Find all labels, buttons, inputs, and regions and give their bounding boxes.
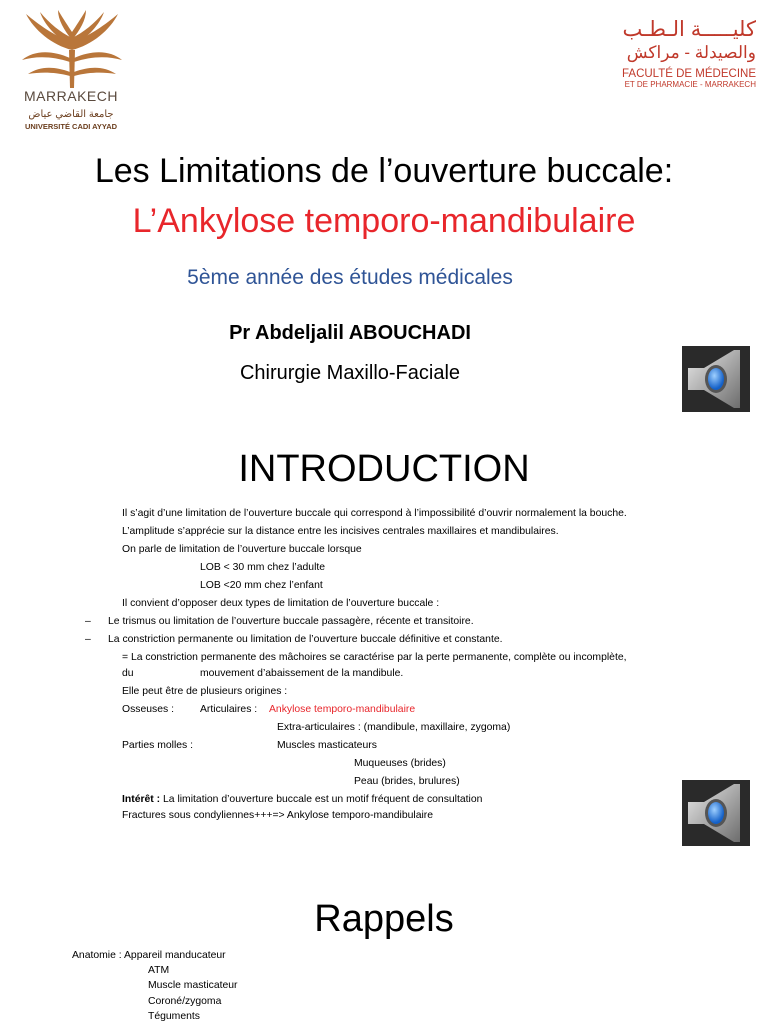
intro-line: Muqueuses (brides) (354, 758, 446, 769)
logo-city-text: MARRAKECH (24, 88, 118, 104)
rappels-line: Téguments (148, 1011, 200, 1022)
intro-line: Il s’agit d’une limitation de l’ouverture buccale qui correspond à l’impossibilité d’ouvrir normalement la bouche. (122, 508, 627, 519)
logo-arabic-text: جامعة القاضي عياض (28, 109, 114, 120)
author-specialty: Chirurgie Maxillo-Faciale (239, 362, 461, 384)
intro-line: Le trismus ou limitation de l’ouverture buccale passagère, récente et transitoire. (108, 616, 474, 627)
rappels-line: Anatomie : Appareil manducateur (72, 950, 226, 961)
intro-highlight: Ankylose temporo-mandibulaire (269, 704, 416, 715)
interest-text: La limitation d’ouverture buccale est un motif fréquent de consultation (163, 794, 483, 805)
page-subtitle: L’Ankylose temporo-mandibulaire (132, 202, 636, 240)
intro-line: mouvement d’abaissement de la mandibule. (200, 668, 404, 679)
course-year: 5ème année des études médicales (187, 266, 513, 289)
intro-line: Il convient d’opposer deux types de limitation de l’ouverture buccale : (122, 598, 440, 609)
interest-label: Intérêt : (122, 794, 161, 805)
intro-line: Parties molles : (122, 740, 194, 751)
intro-line: On parle de limitation de l’ouverture buccale lorsque (122, 544, 362, 555)
intro-line: = La constriction permanente des mâchoires se caractérise par la perte permanente, complète ou incomplète, (122, 652, 627, 663)
intro-line: Articulaires : (200, 704, 258, 715)
author-name: Pr Abdeljalil ABOUCHADI (229, 322, 471, 344)
intro-line: LOB <20 mm chez l’enfant (200, 580, 323, 591)
faculty-arabic-line1: كليـــــة الـطـب (622, 18, 756, 41)
intro-line: LOB < 30 mm chez l’adulte (200, 562, 326, 573)
audio-speaker-icon[interactable] (682, 346, 750, 412)
intro-line: L’amplitude s’apprécie sur la distance entre les incisives centrales maxillaires et mandibulaires. (122, 526, 559, 537)
intro-line: du (122, 668, 134, 679)
section-heading-rappels: Rappels (314, 898, 454, 940)
faculty-french-line1: FACULTÉ DE MÉDECINE (622, 68, 756, 80)
intro-line: Muscles masticateurs (277, 740, 377, 751)
intro-line: Elle peut être de plusieurs origines : (122, 686, 288, 697)
rappels-line: Coroné/zygoma (148, 996, 222, 1007)
page-title: Les Limitations de l’ouverture buccale: (94, 152, 674, 190)
intro-line: Peau (brides, brulures) (354, 776, 460, 787)
audio-speaker-icon[interactable] (682, 780, 750, 846)
bullet-dash: – (85, 634, 91, 645)
palm-logo-icon (12, 10, 132, 90)
rappels-line: Muscle masticateur (148, 980, 238, 991)
university-logo (12, 10, 132, 140)
section-heading-introduction: INTRODUCTION (238, 448, 530, 490)
rappels-line: ATM (148, 965, 170, 976)
logo-university-text: UNIVERSITÉ CADI AYYAD (24, 122, 118, 131)
bullet-dash: – (85, 616, 91, 627)
faculty-logo (566, 18, 756, 89)
intro-line: Fractures sous condyliennes+++=> Ankylose temporo-mandibulaire (122, 810, 434, 821)
intro-line: La constriction permanente ou limitation de l’ouverture buccale définitive et constante. (108, 634, 503, 645)
intro-line: Osseuses : (122, 704, 174, 715)
faculty-arabic-line2: والصيدلة - مراكش (626, 43, 756, 62)
faculty-french-line2: ET DE PHARMACIE - MARRAKECH (624, 80, 756, 89)
intro-line: Extra-articulaires : (mandibule, maxillaire, zygoma) (277, 722, 511, 733)
